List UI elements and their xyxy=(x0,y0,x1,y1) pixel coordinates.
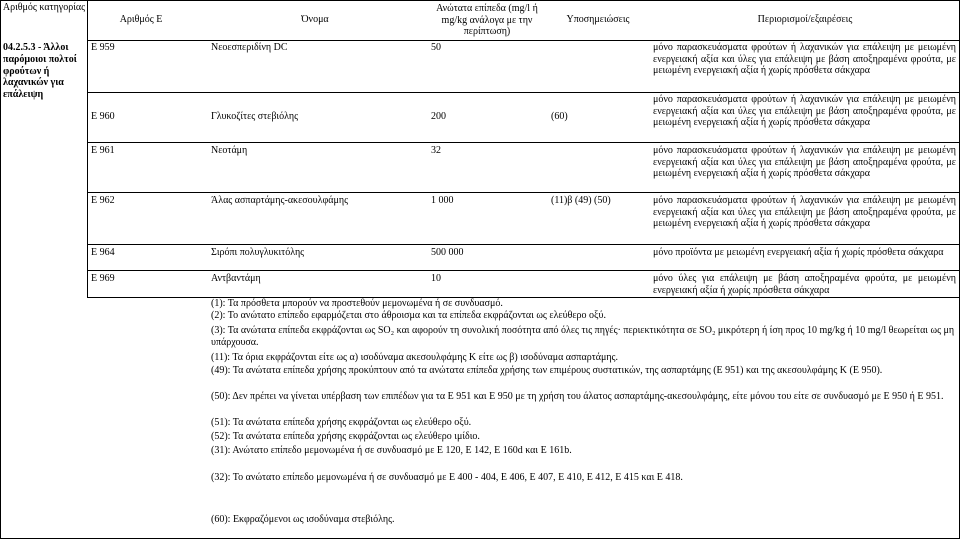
footnote: (2): Το ανώτατο επίπεδο εφαρμόζεται στο άθροισμα και τα επίπεδα εκφράζονται ως ελεύθερο οξύ. xyxy=(211,310,606,321)
footnote: (49): Τα ανώτατα επίπεδα χρήσης προκύπτουν από τα ανώτατα επίπεδα χρήσης των επιμέρους συστατικών, της ασπαρτάμης (E 951) και της ακεσουλφάμης K (E 950). xyxy=(211,365,883,376)
row-restriction: μόνο παρασκευάσματα φρούτων ή λαχανικών για επάλειψη με μειωμένη ενεργειακή αξία και ύλες για επάλειψη με βάση αποξηραμένα φρούτα, με μειωμένη ενεργειακή αξία ή χωρίς πρόσθετα σάκχαρα xyxy=(653,195,956,229)
footnote: (32): Το ανώτατο επίπεδο μεμονωμένα ή σε συνδυασμό με E 400 - 404, E 406, E 407, E 410, E 412, E 415 και E 418. xyxy=(211,472,683,483)
header-category-number: Αριθμός κατηγορίας xyxy=(2,2,86,13)
header-e-number: Αριθμός E xyxy=(119,14,163,25)
row-name: Γλυκοζίτες στεβιόλης xyxy=(211,111,299,122)
row-name: Νεοεσπεριδίνη DC xyxy=(211,42,288,53)
row-e-number: E 964 xyxy=(91,247,115,258)
row-name: Σιρόπι πολυγλυκιτόλης xyxy=(211,247,305,258)
row-restriction: μόνο παρασκευάσματα φρούτων ή λαχανικών για επάλειψη με μειωμένη ενεργειακή αξία και ύλες για επάλειψη με βάση αποξηραμένα φρούτα, με μειωμένη ενεργειακή αξία ή χωρίς πρόσθετα σάκχαρα xyxy=(653,42,956,76)
row-name: Αντβαντάμη xyxy=(211,273,261,284)
row-restriction: μόνο παρασκευάσματα φρούτων ή λαχανικών για επάλειψη με μειωμένη ενεργειακή αξία και ύλες για επάλειψη με βάση αποξηραμένα φρούτα, με μειωμένη ενεργειακή αξία ή χωρίς πρόσθετα σάκχαρα xyxy=(653,94,956,128)
row-notes: (11)β (49) (50) xyxy=(551,195,611,206)
row-e-number: E 959 xyxy=(91,42,115,53)
footnote: (51): Τα ανώτατα επίπεδα χρήσης εκφράζονται ως ελεύθερο οξύ. xyxy=(211,417,472,428)
header-max-levels: Ανώτατα επίπεδα (mg/l ή mg/kg ανάλογα με την περίπτωση) xyxy=(436,3,538,37)
row-name: Νεοτάμη xyxy=(211,145,248,156)
row-e-number: E 962 xyxy=(91,195,115,206)
category-number: 04.2.5.3 - Άλλοι xyxy=(3,42,69,53)
row-restriction: μόνο ύλες για επάλειψη με βάση αποξηραμένα φρούτα, με μειωμένη ενεργειακή αξία ή χωρίς πρόσθετα σάκχαρα xyxy=(653,273,956,296)
row-level: 10 xyxy=(431,273,441,284)
footnote: (52): Τα ανώτατα επίπεδα χρήσης εκφράζονται ως ελεύθερο ιμίδιο. xyxy=(211,431,480,442)
category-name: παρόμοιοι πολτοί φρούτων ή λαχανικών για επάλειψη xyxy=(3,54,77,100)
header-footnotes: Υποσημειώσεις xyxy=(566,14,630,25)
row-restriction: μόνο παρασκευάσματα φρούτων ή λαχανικών για επάλειψη με μειωμένη ενεργειακή αξία και ύλες για επάλειψη με βάση αποξηραμένα φρούτα, με μειωμένη ενεργειακή αξία ή χωρίς πρόσθετα σάκχαρα xyxy=(653,145,956,179)
row-level: 1 000 xyxy=(431,195,454,206)
footnote: (1): Τα πρόσθετα μπορούν να προστεθούν μεμονωμένα ή σε συνδυασμό. xyxy=(211,298,503,309)
footnote: (3): Τα ανώτατα επίπεδα εκφράζονται ως SO₂ και αφορούν τη συνολική ποσότητα από όλες τις πηγές· περιεκτικότητα σε SO₂ μικρότερη ή ίση προς 10 mg/kg ή 10 mg/l θεωρείται ως μη υπάρχουσα. xyxy=(211,325,955,348)
footnote: (11): Τα όρια εκφράζονται είτε ως α) ισοδύναμα ακεσουλφάμης K είτε ως β) ισοδύναμα ασπαρτάμης. xyxy=(211,352,619,363)
row-e-number: E 960 xyxy=(91,111,115,122)
row-restriction: μόνο προϊόντα με μειωμένη ενεργειακή αξία ή χωρίς πρόσθετα σάκχαρα xyxy=(653,247,944,258)
header-name: Όνομα xyxy=(301,14,329,25)
row-name: Άλας ασπαρτάμης-ακεσουλφάμης xyxy=(211,195,349,206)
footnote: (60): Εκφραζόμενοι ως ισοδύναμα στεβιόλης. xyxy=(211,514,395,525)
row-e-number: E 969 xyxy=(91,273,115,284)
header-restrictions: Περιορισμοί/εξαιρέσεις xyxy=(757,14,853,25)
row-level: 200 xyxy=(431,111,446,122)
row-notes: (60) xyxy=(551,111,568,122)
footnote: (50): Δεν πρέπει να γίνεται υπέρβαση των επιπέδων για τα E 951 και E 950 με τη χρήση του άλατος ασπαρτάμης-ακεσουλφάμης, είτε μόνου του είτε σε συνδυασμό με E 950 ή E 951. xyxy=(211,391,944,402)
row-level: 500 000 xyxy=(431,247,464,258)
row-e-number: E 961 xyxy=(91,145,115,156)
footnote: (31): Ανώτατο επίπεδο μεμονωμένα ή σε συνδυασμό με E 120, E 142, E 160d και E 161b. xyxy=(211,445,572,456)
row-level: 50 xyxy=(431,42,441,53)
row-level: 32 xyxy=(431,145,441,156)
